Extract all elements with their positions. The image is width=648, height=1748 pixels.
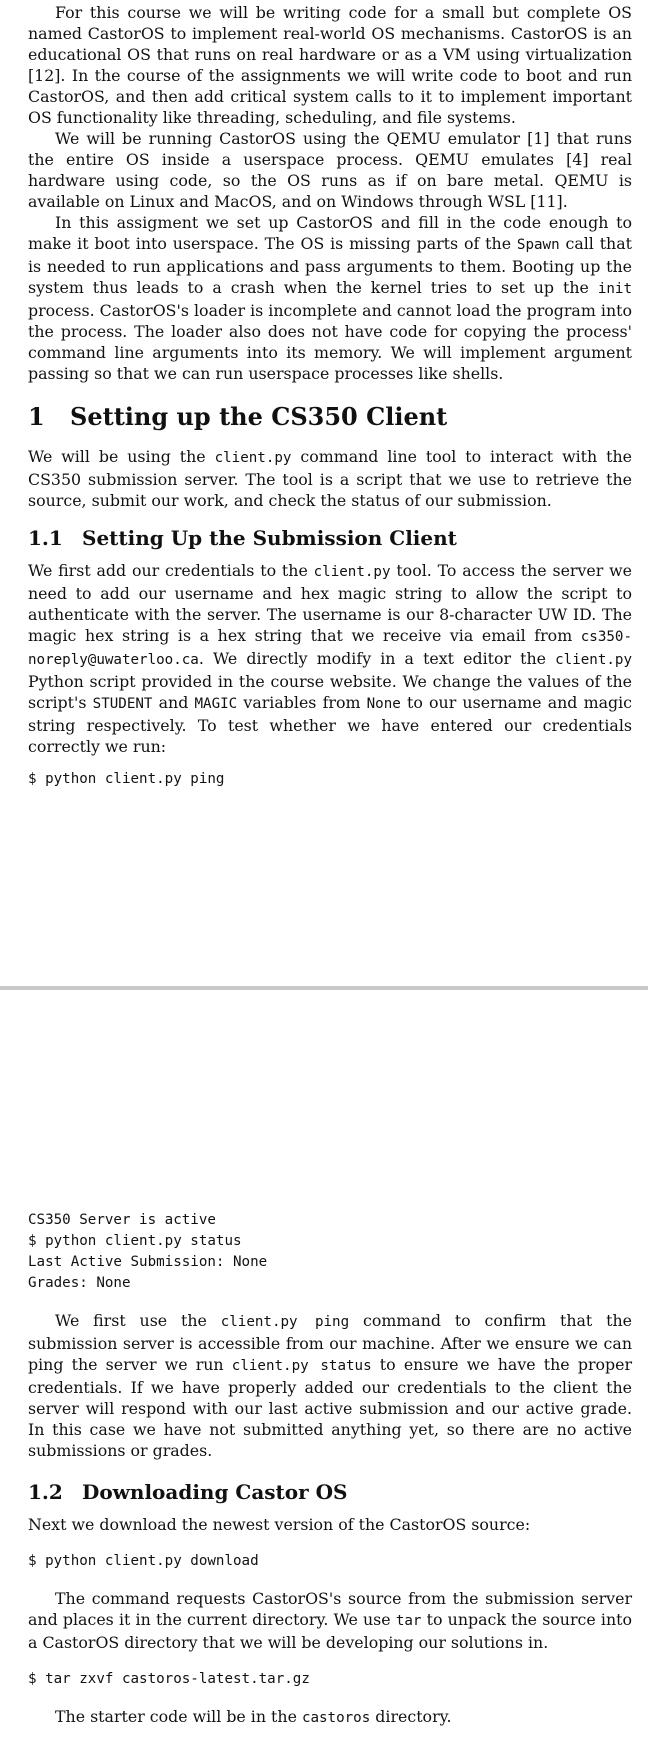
section-1-2-paragraph-3 <box>28 1706 632 1729</box>
text-span: tool. To access the server we need to add our username and hex magic string to allow the script to authenticate with the server. The username is our 8-character UW ID. The magic hex string is a hex string that we receive via email from <box>28 561 632 645</box>
code-line: Last Active Submission: None <box>28 1254 268 1270</box>
intro-paragraph-1: For this course we will be writing code for a small but complete OS named CastorOS to implement real-world OS mechanisms. CastorOS is an educational OS that runs on real hardware or as a VM using virtualization [12]. In the course of the assignments we will write code to boot and run CastorOS, and then add critical system calls to it to implement important OS functionality like threading, scheduling, and file systems. <box>28 3 632 127</box>
text-span: to our username and magic string respectively. To test whether we have entered our credentials correctly we run: <box>28 693 633 756</box>
text-span: call that is needed to run applications and pass arguments to them. Booting up the system thus leads to a crash when the kernel tries to set up the <box>28 234 632 297</box>
document-page-2 <box>0 990 648 1748</box>
section-1-2-paragraph-2 <box>28 1588 632 1653</box>
inline-code: None <box>366 696 401 712</box>
inline-code: tar <box>395 1613 422 1629</box>
section-number: 1 <box>28 402 45 431</box>
inline-code: client.py <box>313 564 391 580</box>
text-span: directory. <box>370 1707 452 1726</box>
code-line: $ python client.py ping <box>28 771 225 787</box>
text-span: command to confirm that the submission server is accessible from our machine. After we ensure we can ping the server we run <box>28 1311 632 1374</box>
text-span: variables from <box>237 693 367 712</box>
intro-paragraph-2: We will be running CastorOS using the QEMU emulator [1] that runs the entire OS inside a userspace process. QEMU emulates [4] real hardware using code, so the OS runs as if on bare metal. QEMU is available on Linux and MacOS, and on Windows through WSL [11]. <box>28 129 632 211</box>
inline-code: client.py <box>214 450 292 466</box>
text-span: and <box>152 693 195 712</box>
inline-code: STUDENT <box>92 696 153 712</box>
section-1-paragraph <box>28 446 632 511</box>
text-span: The command requests CastorOS's source from the submission server and places it in the current directory. We use <box>28 1589 632 1629</box>
code-block-ping <box>28 769 632 790</box>
code-block-tar <box>28 1669 632 1690</box>
text-span: We will be using the <box>28 447 215 466</box>
code-line: CS350 Server is active <box>28 1212 216 1228</box>
page-2-content <box>28 1210 632 1729</box>
code-block-output <box>28 1210 632 1294</box>
inline-code: castoros <box>301 1710 371 1726</box>
section-1-2-heading <box>28 1479 632 1505</box>
text-span: to unpack the source into a CastorOS directory that we will be developing our solutions in. <box>28 1610 632 1652</box>
section-title: Setting Up the Submission Client <box>82 526 457 550</box>
inline-code: client.py ping <box>220 1314 350 1330</box>
inline-code: client.py <box>555 652 632 668</box>
inline-code: MAGIC <box>194 696 238 712</box>
section-1-1-heading <box>28 525 632 551</box>
section-number: 1.2 <box>28 1480 63 1504</box>
code-line: $ python client.py status <box>28 1233 242 1249</box>
section-1-heading <box>28 402 632 432</box>
text-span: process. CastorOS's loader is incomplete and cannot load the program into the process. The loader also does not have code for copying the process' command line arguments into its memory. We will implement argument passing so that we can run userspace processes like shells. <box>28 301 632 383</box>
inline-code: client.py status <box>231 1358 372 1374</box>
section-1-1-paragraph-2 <box>28 1310 632 1461</box>
section-1-1-paragraph-1 <box>28 560 632 757</box>
inline-code: Spawn <box>516 237 560 253</box>
code-line: Grades: None <box>28 1275 131 1291</box>
intro-paragraph-3 <box>28 212 632 384</box>
page-1-content <box>28 2 632 802</box>
text-span: We first add our credentials to the <box>28 561 314 580</box>
text-span: command line tool to interact with the CS350 submission server. The tool is a script that we use to retrieve the source, submit our work, and check the status of our submission. <box>28 447 632 510</box>
code-line: $ tar zxvf castoros-latest.tar.gz <box>28 1671 310 1687</box>
text-span: . We directly modify in a text editor the <box>198 649 556 668</box>
inline-code: init <box>597 281 632 297</box>
text-span: We first use the <box>55 1311 221 1330</box>
section-number: 1.1 <box>28 526 63 550</box>
code-block-download <box>28 1551 632 1572</box>
section-title: Setting up the CS350 Client <box>70 402 448 431</box>
section-1-2-paragraph-1: Next we download the newest version of the CastorOS source: <box>28 1515 531 1534</box>
text-span: to ensure we have the proper credentials. If we have properly added our credentials to the client the server will respond with our last active submission and our active grade. In this case we have not submitted anything yet, so there are no active submissions or grades. <box>28 1355 633 1460</box>
text-span: Python script provided in the course website. We change the values of the script's <box>28 672 632 712</box>
section-title: Downloading Castor OS <box>82 1480 348 1504</box>
code-line: $ python client.py download <box>28 1553 259 1569</box>
inline-code: cs350-noreply@uwaterloo.ca <box>28 629 632 668</box>
text-span: In this assigment we set up CastorOS and fill in the code enough to make it boot into userspace. The OS is missing parts of the <box>28 213 632 253</box>
text-span: The starter code will be in the <box>55 1707 302 1726</box>
